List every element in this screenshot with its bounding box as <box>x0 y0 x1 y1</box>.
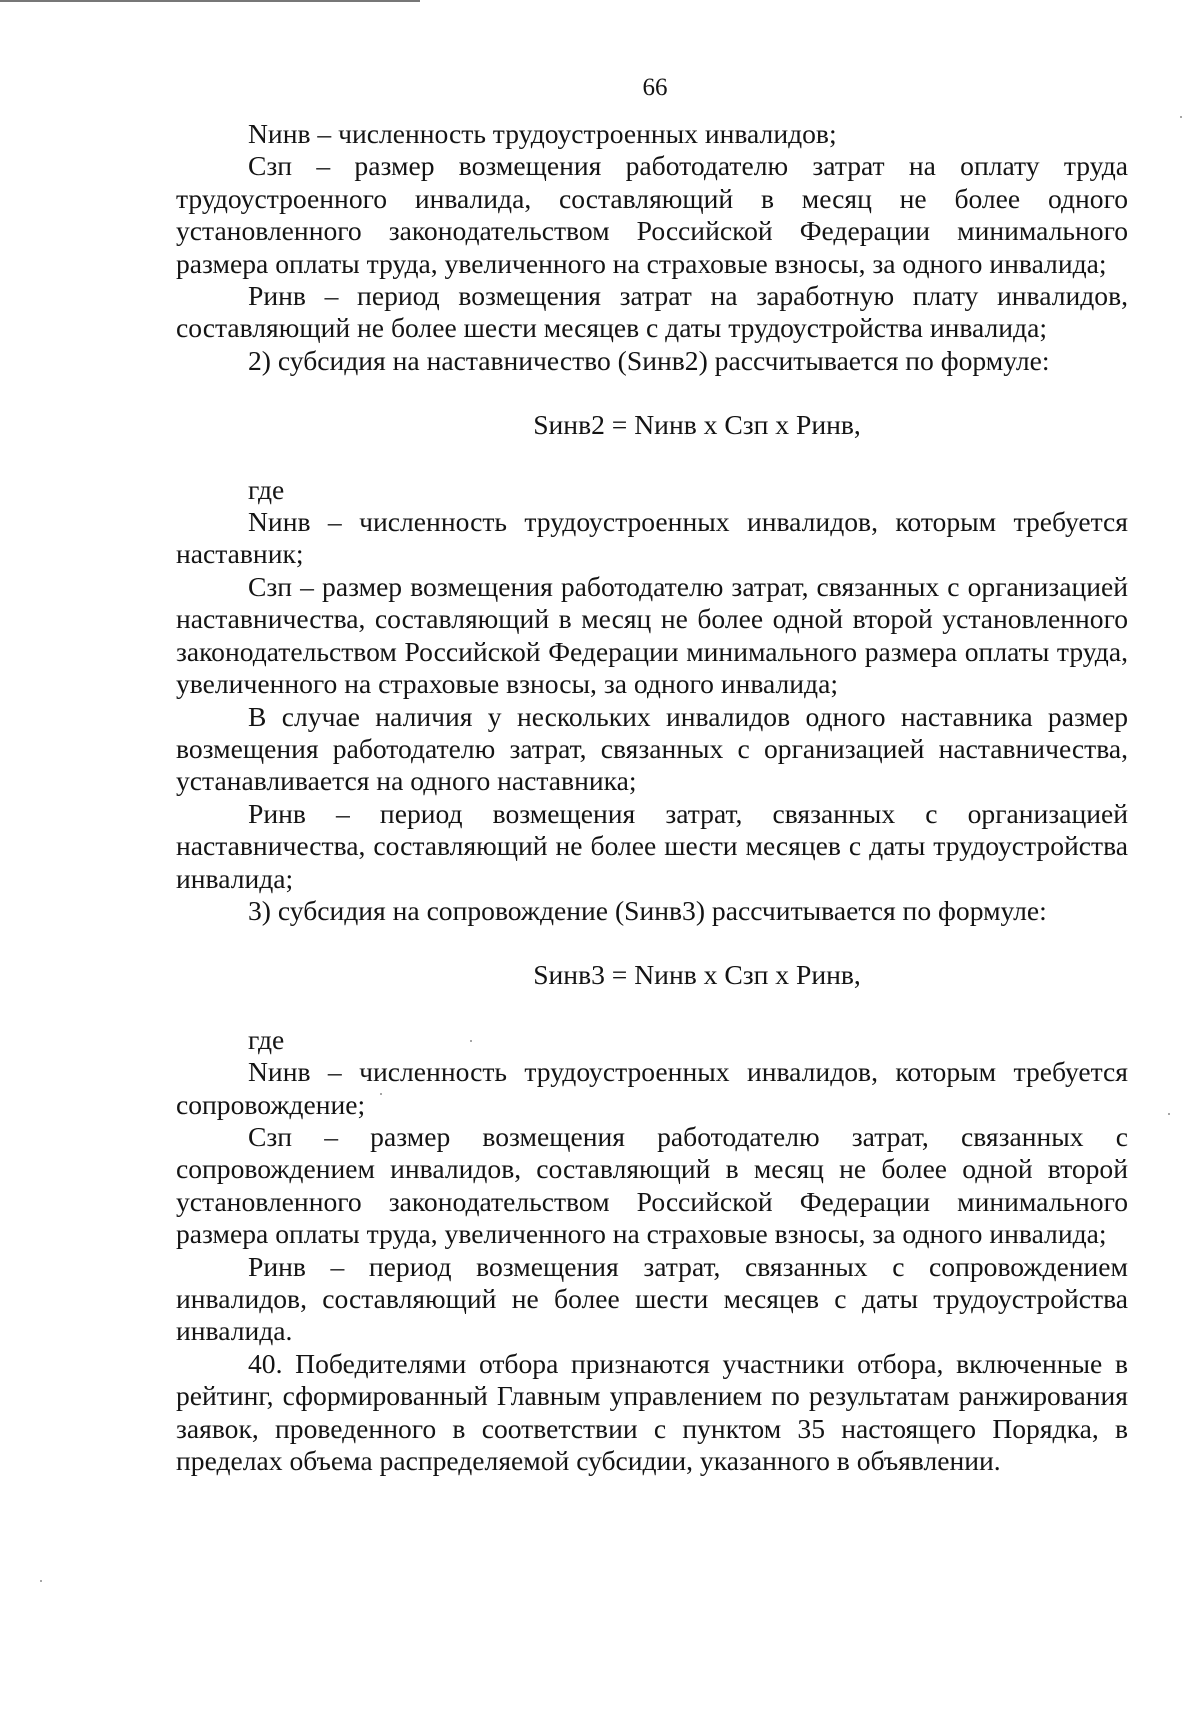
scan-edge-line <box>0 0 420 2</box>
definition-p-inv-support: Pинв – период возмещения затрат, связанных с сопровождением инвалидов, составляющий не более шести месяцев с даты трудоустройства инвалида. <box>176 1250 1128 1347</box>
formula-mentoring: Sинв2 = Nинв х Сзп х Pинв, <box>533 409 861 441</box>
definition-n-inv: Nинв – численность трудоустроенных инвалидов; <box>248 118 837 149</box>
mentor-multiple-note: В случае наличия у нескольких инвалидов одного наставника размер возмещения работодателю затрат, связанных с организацией наставничества, устанавливается на одного наставника; <box>176 700 1128 797</box>
definition-n-inv-mentor: Nинв – численность трудоустроенных инвалидов, которым требуется наставник; <box>176 506 1128 570</box>
page-number: 66 <box>642 74 668 101</box>
definition-c-zp-support: Сзп – размер возмещения работодателю затрат, связанных с сопровождением инвалидов, составляющий в месяц не более одной второй установленного законодательством Российской Федерации минимального размера оплаты труда, увеличенного на страховые взносы, за одного инвалида; <box>176 1120 1128 1250</box>
where-label: где <box>248 473 285 505</box>
scan-speck <box>1168 1113 1170 1115</box>
where-label: где <box>248 1023 285 1055</box>
clause-40: 40. Победителями отбора признаются участники отбора, включенные в рейтинг, сформированный Главным управлением по результатам ранжирования заявок, проведенного в соответствии с пунктом 35 настоящего Порядка, в пределах объема распределяемой субсидии, указанного в объявлении. <box>176 1347 1128 1477</box>
document-body <box>176 118 1128 1477</box>
scan-speck <box>470 1040 472 1042</box>
formula-support: Sинв3 = Nинв х Сзп х Pинв, <box>533 959 861 991</box>
scan-speck <box>1180 116 1182 118</box>
definition-n-inv-support: Nинв – численность трудоустроенных инвалидов, которым требуется сопровождение; <box>176 1056 1128 1120</box>
scan-speck <box>40 1580 42 1582</box>
definition-p-inv-mentor: Pинв – период возмещения затрат, связанных с организацией наставничества, составляющий не более шести месяцев с даты трудоустройства инвалида; <box>176 797 1128 894</box>
subsidy-support-heading: 3) субсидия на сопровождение (Sинв3) рассчитывается по формуле: <box>248 894 1047 926</box>
definition-c-zp: Сзп – размер возмещения работодателю затрат на оплату труда трудоустроенного инвалида, составляющий в месяц не более одного установленного законодательством Российской Федерации минимального размера оплаты труда, увеличенного на страховые взносы, за одного инвалида; <box>176 150 1128 279</box>
subsidy-mentoring-heading: 2) субсидия на наставничество (Sинв2) рассчитывается по формуле: <box>248 344 1050 376</box>
scan-speck <box>380 1093 382 1095</box>
definition-c-zp-mentor: Сзп – размер возмещения работодателю затрат, связанных с организацией наставничества, составляющий в месяц не более одной второй установленного законодательством Российской Федерации минимального размера оплаты труда, увеличенного на страховые взносы, за одного инвалида; <box>176 570 1128 700</box>
definition-p-inv: Pинв – период возмещения затрат на заработную плату инвалидов, составляющий не более шести месяцев с даты трудоустройства инвалида; <box>176 280 1128 344</box>
